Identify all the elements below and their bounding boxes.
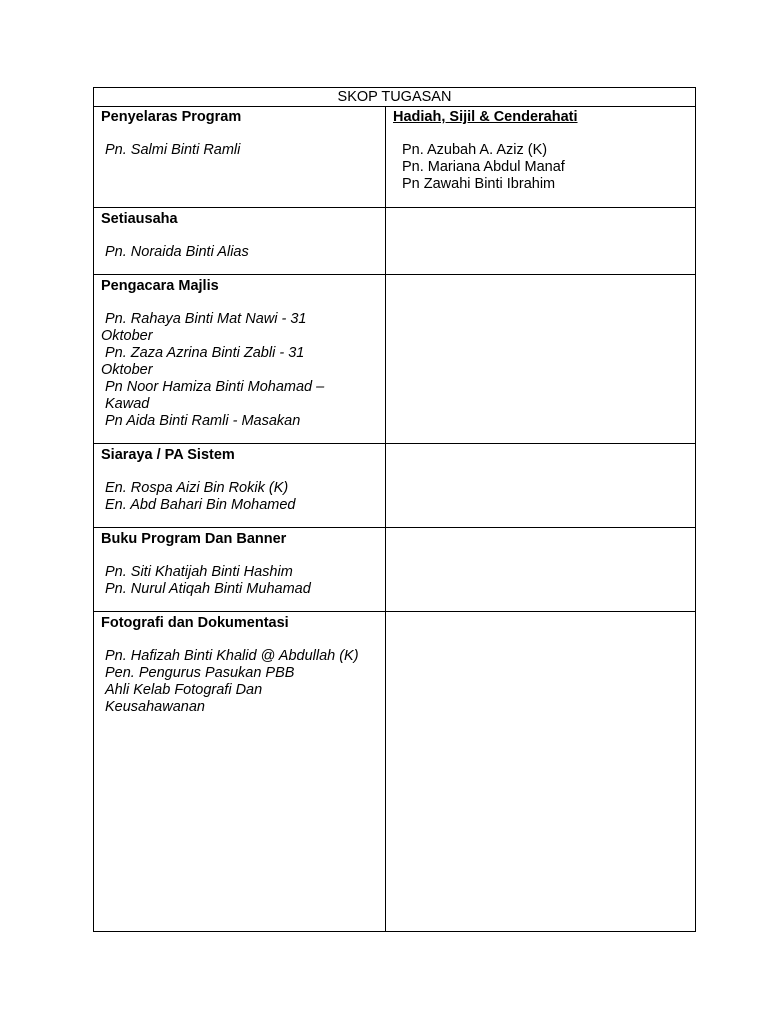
section-names: [101, 480, 385, 514]
person-name: Keusahawanan: [105, 699, 205, 715]
section-heading: Siaraya / PA Sistem: [101, 447, 235, 463]
cell-hadiah-sijil-cenderahati: [386, 106, 695, 193]
cell-penyelaras-program: [94, 106, 385, 159]
cell-setiausaha: [94, 208, 385, 261]
person-name: Pn Zawahi Binti Ibrahim: [402, 176, 556, 192]
person-name: Pn Noor Hamiza Binti Mohamad –: [105, 379, 325, 395]
section-heading: Buku Program Dan Banner: [101, 531, 287, 547]
section-names: [101, 311, 385, 430]
person-name: Pn. Hafizah Binti Khalid @ Abdullah (K): [105, 648, 359, 664]
person-name: Pn. Mariana Abdul Manaf: [402, 159, 565, 175]
person-name: En. Rospa Aizi Bin Rokik (K): [105, 480, 289, 496]
section-names: [101, 142, 385, 159]
person-name: En. Abd Bahari Bin Mohamed: [105, 497, 296, 513]
section-heading: Penyelaras Program: [101, 109, 242, 125]
person-name: Pn. Zaza Azrina Binti Zabli - 31: [105, 345, 305, 361]
cell-pengacara-majlis: [94, 275, 385, 430]
person-name: Pn. Siti Khatijah Binti Hashim: [105, 564, 293, 580]
person-name: Pn. Salmi Binti Ramli: [105, 142, 241, 158]
person-name: Pn. Rahaya Binti Mat Nawi - 31: [105, 311, 307, 327]
person-name: Ahli Kelab Fotografi Dan: [105, 682, 263, 698]
person-name: Pn Aida Binti Ramli - Masakan: [105, 413, 301, 429]
task-scope-table: [93, 87, 696, 932]
cell-fotografi-dokumentasi: [94, 612, 385, 716]
person-name: Oktober: [101, 328, 153, 344]
cell-buku-program-banner: [94, 528, 385, 598]
section-heading: Fotografi dan Dokumentasi: [101, 615, 289, 631]
person-name: Pn. Nurul Atiqah Binti Muhamad: [105, 581, 311, 597]
person-name: Kawad: [105, 396, 150, 412]
section-names: [101, 244, 385, 261]
person-name: Pn. Azubah A. Aziz (K): [402, 142, 548, 158]
person-name: Pn. Noraida Binti Alias: [105, 244, 249, 260]
section-names: [101, 564, 385, 598]
section-names: [393, 142, 695, 193]
section-heading: Pengacara Majlis: [101, 278, 219, 294]
table-title: SKOP TUGASAN: [94, 88, 695, 107]
person-name: Pen. Pengurus Pasukan PBB: [105, 665, 295, 681]
column-divider: [385, 106, 386, 931]
section-heading: Setiausaha: [101, 211, 178, 227]
cell-siaraya-pa-sistem: [94, 444, 385, 514]
person-name: Oktober: [101, 362, 153, 378]
section-heading: Hadiah, Sijil & Cenderahati: [393, 109, 578, 125]
section-names: [101, 648, 385, 716]
